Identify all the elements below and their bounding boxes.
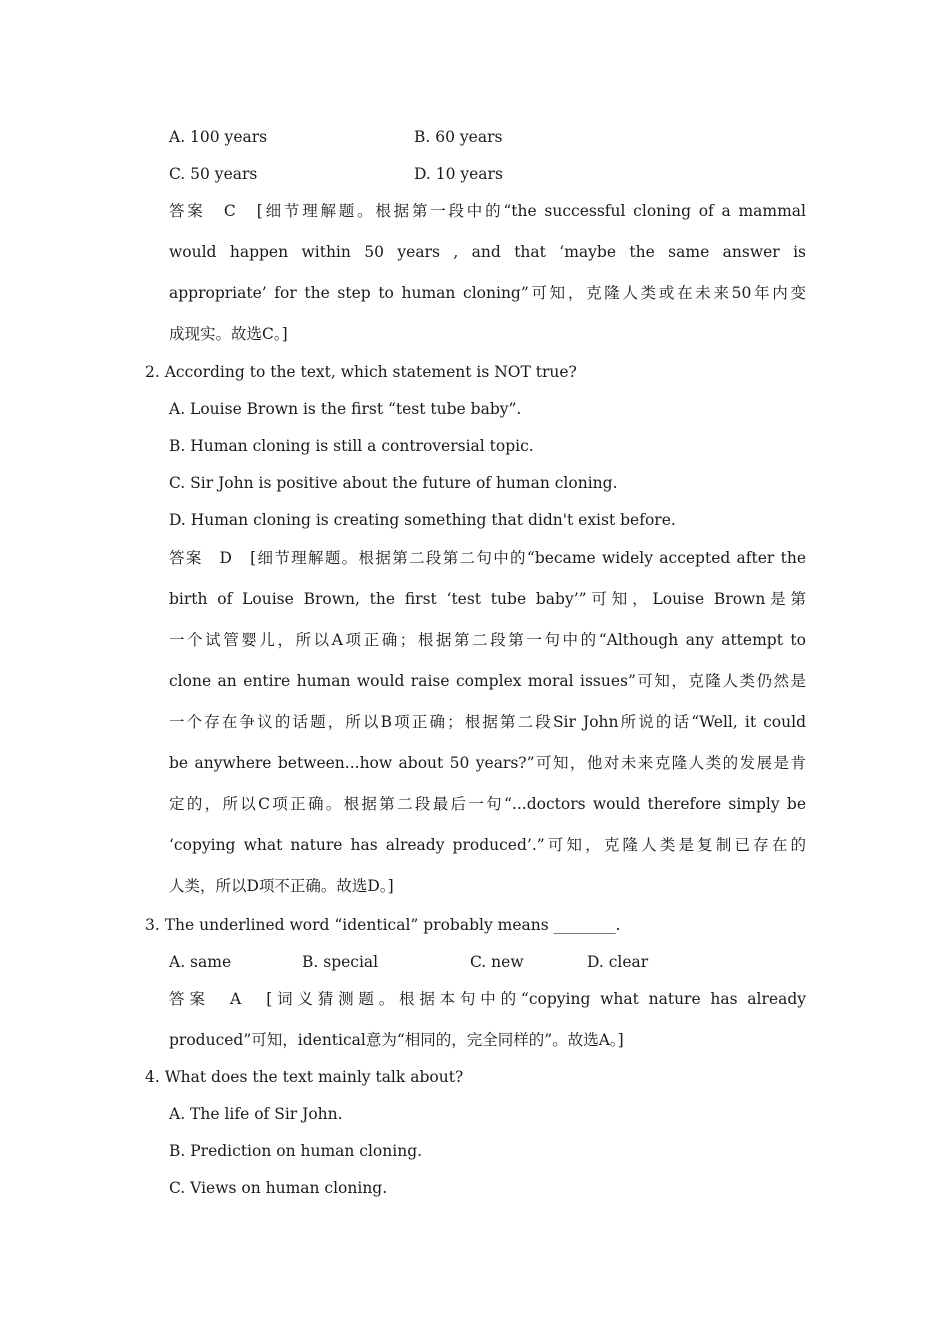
q2-answer-line: 定的，所以C项正确。根据第二段最后一句“...doctors would therefore simply be bbox=[169, 795, 806, 813]
q2-answer-line: be anywhere between...how about 50 years?”可知，他对未来克隆人类的发展是肯 bbox=[169, 754, 806, 772]
q2-answer-line: ‘copying what nature has already produced’.”可知，克隆人类是复制已存在的 bbox=[169, 836, 806, 854]
q4-option-a: A. The life of Sir John. bbox=[169, 1105, 343, 1123]
q4-option-b: B. Prediction on human cloning. bbox=[169, 1142, 423, 1160]
q2-option-c: C. Sir John is positive about the future of human cloning. bbox=[169, 474, 618, 492]
q2-answer-line: 一个试管婴儿，所以A项正确；根据第二段第一句中的“Although any attempt to bbox=[169, 631, 806, 649]
q1-option-b: B. 60 years bbox=[414, 128, 503, 146]
q2-answer-line: 一个存在争议的话题，所以B项正确；根据第二段Sir John所说的话“Well, it could bbox=[169, 713, 806, 731]
q1-answer-line: appropriate’ for the step to human cloning”可知，克隆人类或在未来50年内变 bbox=[169, 284, 806, 302]
q3-option-b: B. special bbox=[302, 953, 379, 971]
q2-answer-line: 答案 D [细节理解题。根据第二段第二句中的“became widely accepted after the bbox=[169, 549, 806, 567]
q3-option-a: A. same bbox=[169, 953, 232, 971]
q1-option-a: A. 100 years bbox=[169, 128, 268, 146]
q2-option-a: A. Louise Brown is the first “test tube baby”. bbox=[169, 400, 522, 418]
q3-option-d: D. clear bbox=[587, 953, 649, 971]
q1-answer-line: 成现实。故选C。] bbox=[169, 325, 288, 343]
q1-answer-line: 答案 C [细节理解题。根据第一段中的“the successful cloning of a mammal bbox=[169, 202, 806, 220]
q2-answer-line: birth of Louise Brown, the first ‘test tube baby’”可知，Louise Brown是第 bbox=[169, 590, 806, 608]
q3-question: 3. The underlined word “identical” probably means ________. bbox=[145, 916, 621, 934]
q2-answer-line: 人类，所以D项不正确。故选D。] bbox=[169, 877, 394, 895]
q2-question: 2. According to the text, which statement is NOT true? bbox=[145, 363, 577, 381]
q4-question: 4. What does the text mainly talk about? bbox=[145, 1068, 464, 1086]
q1-answer-line: would happen within 50 years , and that ‘maybe the same answer is bbox=[169, 243, 806, 261]
q4-option-c: C. Views on human cloning. bbox=[169, 1179, 388, 1197]
q3-answer-line: produced”可知，identical意为“相同的，完全同样的”。故选A。] bbox=[169, 1031, 624, 1049]
q1-option-c: C. 50 years bbox=[169, 165, 258, 183]
q2-option-d: D. Human cloning is creating something that didn't exist before. bbox=[169, 511, 676, 529]
q1-option-d: D. 10 years bbox=[414, 165, 503, 183]
q2-answer-line: clone an entire human would raise complex moral issues”可知，克隆人类仍然是 bbox=[169, 672, 806, 690]
q3-option-c: C. new bbox=[470, 953, 524, 971]
q2-option-b: B. Human cloning is still a controversial topic. bbox=[169, 437, 534, 455]
q3-answer-line: 答案 A [词义猜测题。根据本句中的“copying what nature has already bbox=[169, 990, 806, 1008]
